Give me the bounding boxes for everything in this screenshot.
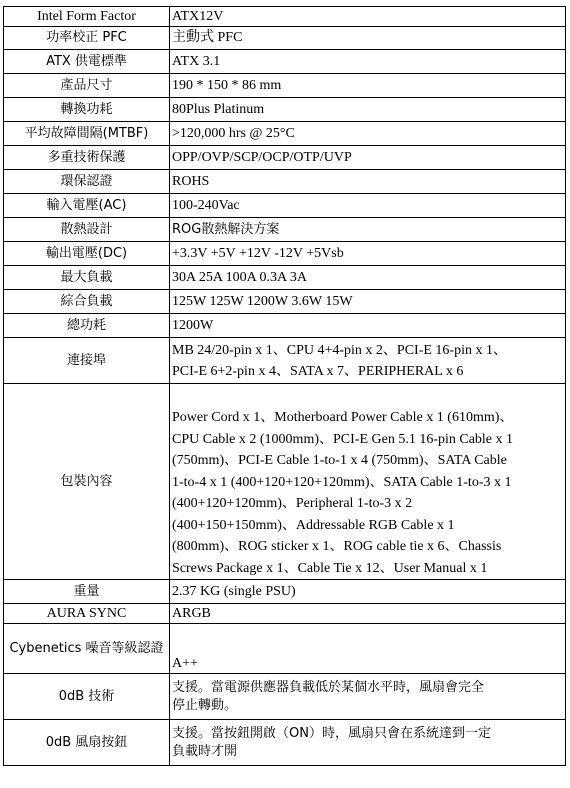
spec-label: 多重技術保護 [4, 146, 170, 170]
table-row [4, 50, 566, 74]
table-row [4, 146, 566, 170]
spec-value: OPP/OVP/SCP/OCP/OTP/UVP [170, 146, 566, 170]
value-line: (800mm)、ROG sticker x 1、ROG cable tie x 6、Chassis [172, 539, 502, 554]
table-row [4, 314, 566, 338]
spec-value: 2.37 KG (single PSU) [170, 580, 566, 604]
spec-label: 輸入電壓(AC) [4, 194, 170, 218]
spec-label: 0dB 技術 [4, 674, 170, 720]
spec-label: 0dB 風扇按鈕 [4, 720, 170, 766]
spec-label: 功率校正 PFC [4, 27, 170, 50]
spec-label: 散熱設計 [4, 218, 170, 242]
spec-label: 重量 [4, 580, 170, 604]
spec-value: 80Plus Platinum [170, 98, 566, 122]
value-line: MB 24/20-pin x 1、CPU 4+4-pin x 2、PCI-E 16-pin x 1、 [172, 342, 507, 358]
spec-value: ATX12V [170, 7, 566, 27]
table-row [4, 122, 566, 146]
spec-value: +3.3V +5V +12V -12V +5Vsb [170, 242, 566, 266]
table-row [4, 170, 566, 194]
value-line: CPU Cable x 2 (1000mm)、PCI-E Gen 5.1 16-pin Cable x 1 [172, 431, 514, 447]
spec-value [170, 384, 566, 580]
value-line: (400+120+120mm)、Peripheral 1-to-3 x 2 [172, 496, 413, 511]
spec-value: 30A 25A 100A 0.3A 3A [170, 266, 566, 290]
spec-label: 環保認證 [4, 170, 170, 194]
spec-label: 包裝內容 [4, 384, 170, 580]
spec-label: 綜合負載 [4, 290, 170, 314]
table-row [4, 624, 566, 674]
spec-value: A++ [170, 624, 566, 674]
table-row [4, 720, 566, 766]
spec-label: Cybenetics 噪音等級認證 [4, 624, 170, 674]
spec-label: 平均故障間隔(MTBF) [4, 122, 170, 146]
spec-value: >120,000 hrs @ 25°C [170, 122, 566, 146]
table-row [4, 218, 566, 242]
table-row [4, 266, 566, 290]
spec-value: 1200W [170, 314, 566, 338]
table-row [4, 384, 566, 580]
spec-value [170, 674, 566, 720]
spec-value: ROG散熱解決方案 [170, 218, 566, 242]
spec-value: ROHS [170, 170, 566, 194]
spec-label: Intel Form Factor [4, 7, 170, 27]
spec-value: 主動式 PFC [170, 27, 566, 50]
spec-label: 產品尺寸 [4, 74, 170, 98]
value-line: 停止轉動。 [172, 697, 238, 713]
table-row [4, 74, 566, 98]
value-line: (400+150+150mm)、Addressable RGB Cable x 1 [172, 517, 455, 533]
spec-table [3, 6, 566, 766]
value-line: Screws Package x 1、Cable Tie x 12、User Manual x 1 [172, 560, 488, 576]
spec-value: 100-240Vac [170, 194, 566, 218]
table-row [4, 27, 566, 50]
spec-label: 連接埠 [4, 338, 170, 384]
table-row [4, 242, 566, 266]
value-line: 負載時才開 [172, 743, 238, 759]
table-row [4, 194, 566, 218]
value-line: Power Cord x 1、Motherboard Power Cable x 1 (610mm)、 [172, 410, 514, 425]
table-row [4, 338, 566, 384]
spec-value: 190 * 150 * 86 mm [170, 74, 566, 98]
spec-label: 總功耗 [4, 314, 170, 338]
value-line: (750mm)、PCI-E Cable 1-to-1 x 4 (750mm)、SATA Cable [172, 453, 507, 468]
table-row [4, 98, 566, 122]
spec-value [170, 720, 566, 766]
value-line: 1-to-4 x 1 (400+120+120+120mm)、SATA Cable 1-to-3 x 1 [172, 474, 512, 490]
spec-value: 125W 125W 1200W 3.6W 15W [170, 290, 566, 314]
spec-label: 轉換功耗 [4, 98, 170, 122]
table-row [4, 7, 566, 27]
value-line: 支援。當按鈕開啟（ON）時，風扇只會在系統達到一定 [172, 725, 491, 741]
spec-label: 最大負載 [4, 266, 170, 290]
spec-value: ATX 3.1 [170, 50, 566, 74]
value-line: PCI-E 6+2-pin x 4、SATA x 7、PERIPHERAL x 6 [172, 363, 464, 379]
value-line: 支援。當電源供應器負載低於某個水平時，風扇會完全 [172, 679, 485, 695]
spec-value [170, 338, 566, 384]
spec-label: 輸出電壓(DC) [4, 242, 170, 266]
table-row [4, 604, 566, 624]
spec-label: AURA SYNC [4, 604, 170, 624]
table-row [4, 580, 566, 604]
table-row [4, 674, 566, 720]
spec-value: ARGB [170, 604, 566, 624]
table-row [4, 290, 566, 314]
spec-label: ATX 供電標準 [4, 50, 170, 74]
